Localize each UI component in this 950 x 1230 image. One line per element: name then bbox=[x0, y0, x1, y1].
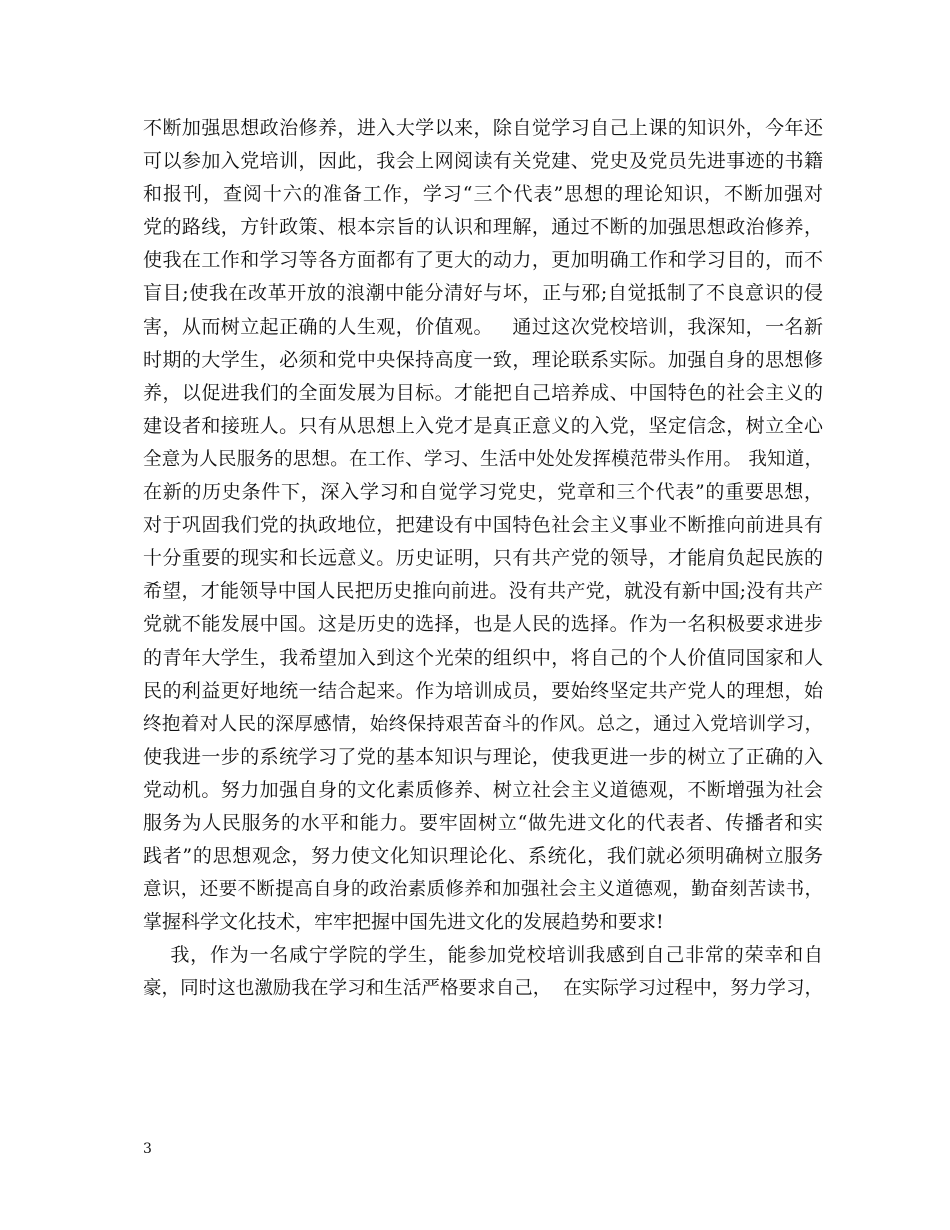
text-line-24: 意识，还要不断提高自身的政治素质修养和加强社会主义道德观，勤奋刻苦读书， bbox=[143, 879, 823, 901]
text-line-18: 民的利益更好地统一结合起来。作为培训成员，要始终坚定共产党人的理想，始 bbox=[143, 679, 823, 702]
text-line-5: 使我在工作和学习等各方面都有了更大的动力，更加明确工作和学习目的，而不 bbox=[143, 249, 823, 272]
text-line-8: 时期的大学生，必须和党中央保持高度一致，理论联系实际。加强自身的思想修 bbox=[143, 348, 823, 371]
body-text bbox=[143, 112, 823, 1006]
text-line-15: 希望，才能领导中国人民把历史推向前进。没有共产党，就没有新中国;没有共产 bbox=[143, 580, 823, 603]
text-line-26: 我，作为一名咸宁学院的学生，能参加党校培训我感到自己非常的荣幸和自 bbox=[143, 944, 823, 967]
text-line-19: 终抱着对人民的深厚感情，始终保持艰苦奋斗的作风。总之，通过入党培训学习， bbox=[143, 713, 823, 735]
text-line-10: 建设者和接班人。只有从思想上入党才是真正意义的入党，坚定信念，树立全心 bbox=[143, 414, 823, 437]
text-line-17: 的青年大学生，我希望加入到这个光荣的组织中，将自己的个人价值同国家和人 bbox=[143, 646, 823, 669]
text-line-27: 豪，同时这也激励我在学习和生活严格要求自己， 在实际学习过程中，努力学习， bbox=[143, 978, 823, 1000]
page-number: 3 bbox=[143, 1141, 152, 1157]
text-line-12: 在新的历史条件下，深入学习和自觉学习党史，党章和三个代表”的重要思想， bbox=[143, 481, 823, 504]
text-line-21: 党动机。努力加强自身的文化素质修养、树立社会主义道德观，不断增强为社会 bbox=[143, 778, 823, 801]
text-line-25: 掌握科学文化技术，牢牢把握中国先进文化的发展趋势和要求! bbox=[143, 911, 664, 934]
text-line-23: 践者”的思想观念，努力使文化知识理论化、系统化，我们就必须明确树立服务 bbox=[143, 845, 823, 868]
text-line-20: 使我进一步的系统学习了党的基本知识与理论，使我更进一步的树立了正确的入 bbox=[143, 745, 823, 768]
text-line-22: 服务为人民服务的水平和能力。要牢固树立“做先进文化的代表者、传播者和实 bbox=[143, 811, 823, 834]
text-line-9: 养，以促进我们的全面发展为目标。才能把自己培养成、中国特色的社会主义的 bbox=[143, 381, 823, 404]
text-line-16: 党就不能发展中国。这是历史的选择，也是人民的选择。作为一名积极要求进步 bbox=[143, 613, 823, 636]
text-line-11: 全意为人民服务的思想。在工作、学习、生活中处处发挥模范带头作用。 我知道， bbox=[143, 448, 823, 470]
text-line-3: 和报刊，查阅十六的准备工作，学习“三个代表”思想的理论知识，不断加强对 bbox=[143, 183, 823, 206]
text-line-7: 害，从而树立起正确的人生观，价值观。 通过这次党校培训，我深知，一名新 bbox=[143, 315, 823, 338]
text-line-2: 可以参加入党培训，因此，我会上网阅读有关党建、党史及党员先进事迹的书籍 bbox=[143, 150, 823, 173]
text-line-6: 盲目;使我在改革开放的浪潮中能分清好与坏，正与邪;自觉抵制了不良意识的侵 bbox=[143, 282, 823, 305]
text-line-4: 党的路线，方针政策、根本宗旨的认识和理解，通过不断的加强思想政治修养， bbox=[143, 216, 823, 239]
text-line-14: 十分重要的现实和长远意义。历史证明，只有共产党的领导，才能肩负起民族的 bbox=[143, 547, 823, 570]
text-line-1: 不断加强思想政治修养，进入大学以来，除自觉学习自己上课的知识外，今年还 bbox=[143, 117, 823, 139]
text-line-13: 对于巩固我们党的执政地位，把建设有中国特色社会主义事业不断推向前进具有 bbox=[143, 514, 823, 537]
